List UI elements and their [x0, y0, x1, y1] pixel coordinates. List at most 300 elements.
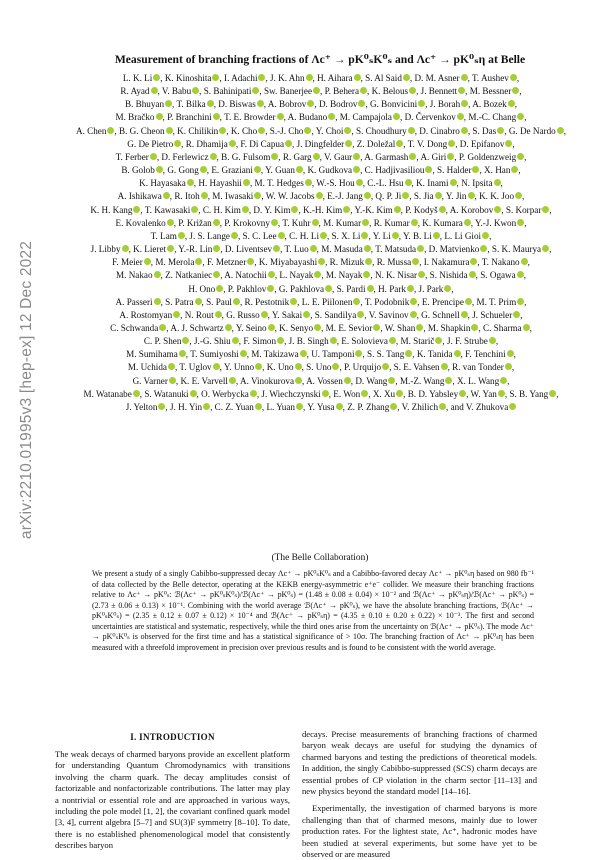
author: S. C. Lee , [242, 230, 287, 241]
author: S. B. Yang , [509, 388, 559, 399]
author: W. Yan , [470, 388, 508, 399]
orcid-icon[interactable] [549, 390, 556, 397]
orcid-icon[interactable] [213, 271, 220, 278]
orcid-icon[interactable] [408, 127, 415, 134]
orcid-icon[interactable] [353, 298, 360, 305]
author-line [70, 230, 572, 243]
orcid-icon[interactable] [512, 87, 519, 94]
orcid-icon[interactable] [195, 298, 202, 305]
orcid-icon[interactable] [363, 271, 370, 278]
author: S. Halder , [437, 165, 482, 176]
orcid-icon[interactable] [450, 179, 457, 186]
orcid-icon[interactable] [458, 87, 465, 94]
orcid-icon[interactable] [133, 390, 140, 397]
orcid-icon[interactable] [213, 363, 220, 370]
orcid-icon[interactable] [517, 113, 524, 120]
orcid-icon[interactable] [396, 390, 403, 397]
orcid-icon[interactable] [257, 100, 264, 107]
author-name: Y. B. Li [403, 230, 432, 241]
orcid-icon[interactable] [210, 153, 217, 160]
author: G. De Nardo , [508, 125, 566, 136]
orcid-icon[interactable] [295, 377, 302, 384]
orcid-icon[interactable] [382, 363, 389, 370]
orcid-icon[interactable] [225, 324, 232, 331]
orcid-icon[interactable] [306, 74, 313, 81]
orcid-icon[interactable] [252, 87, 259, 94]
orcid-icon[interactable] [258, 127, 265, 134]
orcid-icon[interactable] [231, 232, 238, 239]
orcid-icon[interactable] [445, 377, 452, 384]
author-name: S. Watanuki [144, 388, 189, 399]
orcid-icon[interactable] [254, 166, 261, 173]
orcid-icon[interactable] [344, 377, 351, 384]
orcid-icon[interactable] [169, 377, 176, 384]
author-name: K. Miyabayashi [258, 257, 318, 268]
orcid-icon[interactable] [362, 219, 369, 226]
orcid-icon[interactable] [412, 258, 419, 265]
orcid-icon[interactable] [240, 350, 247, 357]
orcid-icon[interactable] [388, 377, 395, 384]
orcid-icon[interactable] [290, 298, 297, 305]
orcid-icon[interactable] [213, 219, 220, 226]
orcid-icon[interactable] [494, 206, 501, 213]
author-name: T. Kuhr [282, 217, 311, 228]
orcid-icon[interactable] [510, 74, 517, 81]
orcid-icon[interactable] [316, 192, 323, 199]
author: S. Al Said , [365, 73, 413, 83]
author-line [70, 309, 572, 322]
author-name: N. Ipsita [461, 178, 493, 189]
author-name: E. Prencipe [421, 296, 464, 307]
author: L. E. Piilonen , [301, 296, 363, 307]
orcid-icon[interactable] [336, 403, 343, 410]
orcid-icon[interactable] [403, 74, 410, 81]
author-line [70, 138, 572, 151]
orcid-icon[interactable] [361, 232, 368, 239]
orcid-icon[interactable] [469, 271, 476, 278]
orcid-icon[interactable] [517, 271, 524, 278]
author-name: A. Giri [420, 151, 447, 162]
orcid-icon[interactable] [367, 285, 374, 292]
orcid-icon[interactable] [320, 232, 327, 239]
orcid-icon[interactable] [154, 298, 161, 305]
orcid-icon[interactable] [505, 140, 512, 147]
orcid-icon[interactable] [107, 127, 114, 134]
orcid-icon[interactable] [345, 140, 352, 147]
orcid-icon[interactable] [179, 350, 186, 357]
author-name: P. Pakhlov [227, 283, 267, 294]
author: M. E. Sevior , [325, 322, 383, 333]
author: W.-S. Hou , [316, 178, 365, 189]
section-heading-introduction: I. INTRODUCTION [130, 732, 215, 742]
orcid-icon[interactable] [192, 87, 199, 94]
orcid-icon[interactable] [416, 324, 423, 331]
orcid-icon[interactable] [247, 258, 254, 265]
author-name: D. Liventsev [224, 244, 273, 255]
orcid-icon[interactable] [557, 127, 564, 134]
author-name: Z. Natkaniec [165, 270, 213, 281]
orcid-icon[interactable] [307, 100, 314, 107]
orcid-icon[interactable] [156, 166, 163, 173]
orcid-icon[interactable] [201, 192, 208, 199]
author-name: M. T. Prim [476, 296, 517, 307]
orcid-icon[interactable] [357, 311, 364, 318]
author-name: K. Lieret [133, 244, 167, 255]
author-name: G. De Pietro [127, 138, 174, 149]
author: M.-C. Chang , [468, 112, 527, 123]
orcid-icon[interactable] [300, 350, 307, 357]
orcid-icon[interactable] [517, 219, 524, 226]
orcid-icon[interactable] [303, 311, 310, 318]
orcid-icon[interactable] [213, 245, 220, 252]
orcid-icon[interactable] [523, 324, 530, 331]
orcid-icon[interactable] [167, 245, 174, 252]
author-line [70, 388, 572, 401]
orcid-icon[interactable] [195, 258, 202, 265]
orcid-icon[interactable] [173, 311, 180, 318]
orcid-icon[interactable] [464, 219, 471, 226]
orcid-icon[interactable] [156, 113, 163, 120]
orcid-icon[interactable] [405, 179, 412, 186]
orcid-icon[interactable] [411, 219, 418, 226]
orcid-icon[interactable] [461, 100, 468, 107]
orcid-icon[interactable] [154, 271, 161, 278]
author-name: K. Chilikin [177, 125, 219, 136]
orcid-icon[interactable] [151, 87, 158, 94]
author-name: R. van Tonder [452, 362, 504, 373]
author-name: D. Bodrov [318, 99, 358, 110]
orcid-icon[interactable] [447, 153, 454, 160]
orcid-icon[interactable] [459, 390, 466, 397]
author-name: A. J. Schwartz [170, 322, 224, 333]
orcid-icon[interactable] [158, 403, 165, 410]
orcid-icon[interactable] [255, 363, 262, 370]
orcid-icon[interactable] [444, 285, 451, 292]
orcid-icon[interactable] [271, 219, 278, 226]
orcid-icon[interactable] [268, 271, 275, 278]
author-name: F. Simon [243, 336, 277, 347]
orcid-icon[interactable] [313, 153, 320, 160]
orcid-icon[interactable] [471, 324, 478, 331]
orcid-icon[interactable] [439, 403, 446, 410]
orcid-icon[interactable] [448, 140, 455, 147]
orcid-icon[interactable] [355, 350, 362, 357]
orcid-icon[interactable] [405, 350, 412, 357]
orcid-icon[interactable] [216, 285, 223, 292]
orcid-icon[interactable] [410, 311, 417, 318]
author-name: A. Chen [76, 125, 107, 136]
orcid-icon[interactable] [191, 206, 198, 213]
orcid-icon[interactable] [310, 245, 317, 252]
orcid-icon[interactable] [507, 350, 514, 357]
author-name: R. Dhamija [185, 138, 228, 149]
abstract: We present a study of a singly Cabibbo-suppressed decay Λc⁺ → pK⁰ₛK⁰ₛ and a Cabibbo-favored decay Λc⁺ → pK⁰ₛη based on 980 fb⁻¹ of data collected by the Belle detector, operating at the KEKB energy-asymmetric e⁺e⁻ collider. We measure their branching fractions relative to Λc⁺ → pK⁰ₛ: ℬ(Λc⁺ → pK⁰ₛK⁰ₛ)/ℬ(Λc⁺ → pK⁰ₛ) = (1.48 ± 0.08 ± 0.04) × 10⁻² and ℬ(Λc⁺ → pK⁰ₛη)/ℬ(Λc⁺ → pK⁰ₛ) = (2.73 ± 0.06 ± 0.13) × 10⁻¹. Combining with the world average ℬ(Λc⁺ → pK⁰ₛ), we have the absolute branching fractions, ℬ(Λc⁺ → pK⁰ₛK⁰ₛ) = (2.35 ± 0.12 ± 0.07 ± 0.12) × 10⁻⁴ and ℬ(Λc⁺ → pK⁰ₛη) = (4.35 ± 0.10 ± 0.20 ± 0.22) × 10⁻³. The first and second uncertainties are statistical and systematic, respectively, while the third ones arise from the uncertainty on ℬ(Λc⁺ → pK⁰ₛ). The mode Λc⁺ → pK⁰ₛK⁰ₛ is observed for the first time and has a statistical significance of > 10σ. The branching fraction of Λc⁺ → pK⁰ₛη has been measured with a threefold improvement in precision over previous results and is found to be consistent with the world average. [92, 569, 534, 652]
orcid-icon[interactable] [258, 74, 265, 81]
orcid-icon[interactable] [200, 166, 207, 173]
orcid-icon[interactable] [402, 192, 409, 199]
arxiv-id-text: arXiv:2210.01995v3 [hep-ex] 12 Dec 2022 [18, 240, 35, 540]
orcid-icon[interactable] [295, 363, 302, 370]
orcid-icon[interactable] [454, 350, 461, 357]
orcid-icon[interactable] [159, 324, 166, 331]
orcid-icon[interactable] [178, 232, 185, 239]
orcid-icon[interactable] [461, 127, 468, 134]
author-name: F. Metzner [206, 257, 247, 268]
orcid-icon[interactable] [325, 285, 332, 292]
orcid-icon[interactable] [277, 337, 284, 344]
orcid-icon[interactable] [344, 127, 351, 134]
orcid-icon[interactable] [250, 390, 257, 397]
orcid-icon[interactable] [242, 206, 249, 213]
author: G. Schnell , [421, 309, 470, 320]
orcid-icon[interactable] [219, 127, 226, 134]
orcid-icon[interactable] [174, 140, 181, 147]
author: R. Mussa , [376, 257, 422, 268]
orcid-icon[interactable] [417, 245, 424, 252]
author: A. Chen , [76, 125, 117, 136]
orcid-icon[interactable] [389, 337, 396, 344]
author-name: S. E. Vahsen [393, 362, 440, 373]
author-name: K. Uno [266, 362, 294, 373]
orcid-icon[interactable] [187, 179, 194, 186]
orcid-icon[interactable] [314, 324, 321, 331]
orcid-icon[interactable] [305, 179, 312, 186]
author-name: S. Patra [165, 296, 194, 307]
orcid-icon[interactable] [153, 74, 160, 81]
orcid-icon[interactable] [435, 192, 442, 199]
orcid-icon[interactable] [457, 113, 464, 120]
orcid-icon[interactable] [233, 298, 240, 305]
orcid-icon[interactable] [497, 127, 504, 134]
author-name: V. Gaur [324, 151, 353, 162]
author: E.-J. Jang , [327, 191, 374, 202]
orcid-icon[interactable] [243, 179, 250, 186]
orcid-icon[interactable] [494, 179, 501, 186]
orcid-icon[interactable] [354, 74, 361, 81]
author: X. L. Wang , [456, 375, 510, 386]
author: E. Solovieva , [341, 336, 399, 347]
author: P. Kodyš , [405, 204, 448, 215]
orcid-icon[interactable] [190, 390, 197, 397]
orcid-icon[interactable] [410, 298, 417, 305]
orcid-icon[interactable] [515, 192, 522, 199]
author: K. Kumara , [422, 217, 474, 228]
orcid-icon[interactable] [167, 219, 174, 226]
author-name: Y.-R. Lin [178, 244, 213, 255]
orcid-icon[interactable] [394, 206, 401, 213]
author-name: Y. Sakai [271, 309, 303, 320]
author: Y.-J. Kwon , [475, 217, 527, 228]
orcid-icon[interactable] [273, 245, 280, 252]
orcid-icon[interactable] [513, 311, 520, 318]
orcid-icon[interactable] [314, 271, 321, 278]
author: A. Budano , [287, 112, 338, 123]
orcid-icon[interactable] [277, 113, 284, 120]
author-name: M. Masuda [321, 244, 363, 255]
author-name: R. Mizuk [329, 257, 365, 268]
orcid-icon[interactable] [312, 219, 319, 226]
orcid-icon[interactable] [291, 206, 298, 213]
author-name: Y. Seino [235, 322, 267, 333]
author: I. Adachi , [224, 73, 268, 83]
author: S. Ogawa , [480, 270, 526, 281]
orcid-icon[interactable] [215, 311, 222, 318]
author-line [70, 164, 572, 177]
author-name: S. Bahinipati [203, 86, 252, 97]
orcid-icon[interactable] [182, 337, 189, 344]
orcid-icon[interactable] [261, 311, 268, 318]
orcid-icon[interactable] [542, 245, 549, 252]
author: A. Natochii , [224, 270, 278, 281]
orcid-icon[interactable] [232, 337, 239, 344]
author-name: H. Ono [188, 283, 216, 294]
orcid-icon[interactable] [166, 127, 173, 134]
orcid-icon[interactable] [461, 74, 468, 81]
orcid-icon[interactable] [433, 232, 440, 239]
orcid-icon[interactable] [470, 258, 477, 265]
author-name: S. Al Said [365, 73, 402, 83]
author-name: A. Natochii [224, 270, 267, 281]
orcid-icon[interactable] [133, 206, 140, 213]
orcid-icon[interactable] [511, 166, 518, 173]
orcid-icon[interactable] [373, 324, 380, 331]
orcid-icon[interactable] [439, 206, 446, 213]
orcid-icon[interactable] [285, 140, 292, 147]
author: H. Park , [378, 283, 417, 294]
orcid-icon[interactable] [268, 324, 275, 331]
author: O. Werbycka , [201, 388, 260, 399]
orcid-icon[interactable] [509, 403, 516, 410]
orcid-icon[interactable] [489, 337, 496, 344]
orcid-icon[interactable] [418, 100, 425, 107]
orcid-icon[interactable] [441, 363, 448, 370]
orcid-icon[interactable] [255, 403, 262, 410]
orcid-icon[interactable] [365, 258, 372, 265]
author: R. Kumar , [373, 217, 420, 228]
author-name: J. Bennett [420, 86, 458, 97]
orcid-icon[interactable] [364, 192, 371, 199]
orcid-icon[interactable] [304, 127, 311, 134]
author-line [70, 98, 572, 111]
orcid-icon[interactable] [356, 179, 363, 186]
orcid-icon[interactable] [328, 113, 335, 120]
orcid-icon[interactable] [517, 298, 524, 305]
orcid-icon[interactable] [332, 363, 339, 370]
author-line [70, 361, 572, 374]
author: C. Z. Yuan , [214, 401, 265, 412]
author: J. S. Lange , [189, 230, 241, 241]
orcid-icon[interactable] [165, 100, 172, 107]
orcid-icon[interactable] [465, 298, 472, 305]
orcid-icon[interactable] [517, 153, 524, 160]
orcid-icon[interactable] [407, 285, 414, 292]
orcid-icon[interactable] [330, 337, 337, 344]
orcid-icon[interactable] [296, 166, 303, 173]
orcid-icon[interactable] [468, 192, 475, 199]
orcid-icon[interactable] [271, 153, 278, 160]
orcid-icon[interactable] [229, 377, 236, 384]
author-name: P. Branchini [167, 112, 212, 123]
author-name: O. Werbycka [201, 388, 249, 399]
orcid-icon[interactable] [229, 140, 236, 147]
orcid-icon[interactable] [213, 113, 220, 120]
orcid-icon[interactable] [358, 100, 365, 107]
orcid-icon[interactable] [212, 74, 219, 81]
orcid-icon[interactable] [508, 100, 515, 107]
orcid-icon[interactable] [472, 166, 479, 173]
author: Y. Unno , [223, 362, 265, 373]
orcid-icon[interactable] [163, 192, 170, 199]
author-name: A. Bozek [472, 99, 507, 110]
orcid-icon[interactable] [353, 153, 360, 160]
author-name: K. H. Kang [90, 204, 133, 215]
orcid-icon[interactable] [542, 206, 549, 213]
orcid-icon[interactable] [364, 245, 371, 252]
author: T. Lam , [150, 230, 188, 241]
orcid-icon[interactable] [254, 192, 261, 199]
orcid-icon[interactable] [353, 166, 360, 173]
orcid-icon[interactable] [393, 113, 400, 120]
orcid-icon[interactable] [144, 258, 151, 265]
orcid-icon[interactable] [498, 390, 505, 397]
orcid-icon[interactable] [360, 87, 367, 94]
author: S. Bahinipati , [203, 86, 262, 97]
orcid-icon[interactable] [267, 285, 274, 292]
orcid-icon[interactable] [461, 311, 468, 318]
orcid-icon[interactable] [122, 245, 129, 252]
orcid-icon[interactable] [207, 100, 214, 107]
orcid-icon[interactable] [392, 232, 399, 239]
orcid-icon[interactable] [521, 258, 528, 265]
author-name: Y.-J. Kwon [475, 217, 517, 228]
orcid-icon[interactable] [480, 245, 487, 252]
author-name: B. Golob [121, 165, 155, 176]
author-line [70, 375, 572, 388]
author: K. E. Varvell , [180, 375, 239, 386]
author: S. K. Maurya , [491, 244, 552, 255]
orcid-icon[interactable] [409, 87, 416, 94]
orcid-icon[interactable] [390, 403, 397, 410]
orcid-icon[interactable] [318, 258, 325, 265]
orcid-icon[interactable] [500, 377, 507, 384]
orcid-icon[interactable] [425, 166, 432, 173]
orcid-icon[interactable] [313, 87, 320, 94]
orcid-icon[interactable] [418, 271, 425, 278]
author: M. Campajola , [339, 112, 403, 123]
orcid-icon[interactable] [150, 153, 157, 160]
author-name: J.-G. Shiu [193, 336, 231, 347]
orcid-icon[interactable] [435, 337, 442, 344]
author-name: P. Kodyš [405, 204, 438, 215]
author-name: M. T. Hedges [254, 178, 304, 189]
author: M. Starič , [400, 336, 445, 347]
orcid-icon[interactable] [296, 403, 303, 410]
author: A. Giri , [420, 151, 457, 162]
orcid-icon[interactable] [343, 206, 350, 213]
orcid-icon[interactable] [168, 363, 175, 370]
orcid-icon[interactable] [203, 403, 210, 410]
orcid-icon[interactable] [322, 390, 329, 397]
author-line [70, 256, 572, 269]
orcid-icon[interactable] [409, 153, 416, 160]
orcid-icon[interactable] [396, 140, 403, 147]
orcid-icon[interactable] [505, 363, 512, 370]
orcid-icon[interactable] [361, 390, 368, 397]
author-name: H. Park [378, 283, 406, 294]
orcid-icon[interactable] [482, 232, 489, 239]
author: Y. Guan , [265, 165, 306, 176]
orcid-icon[interactable] [278, 232, 285, 239]
